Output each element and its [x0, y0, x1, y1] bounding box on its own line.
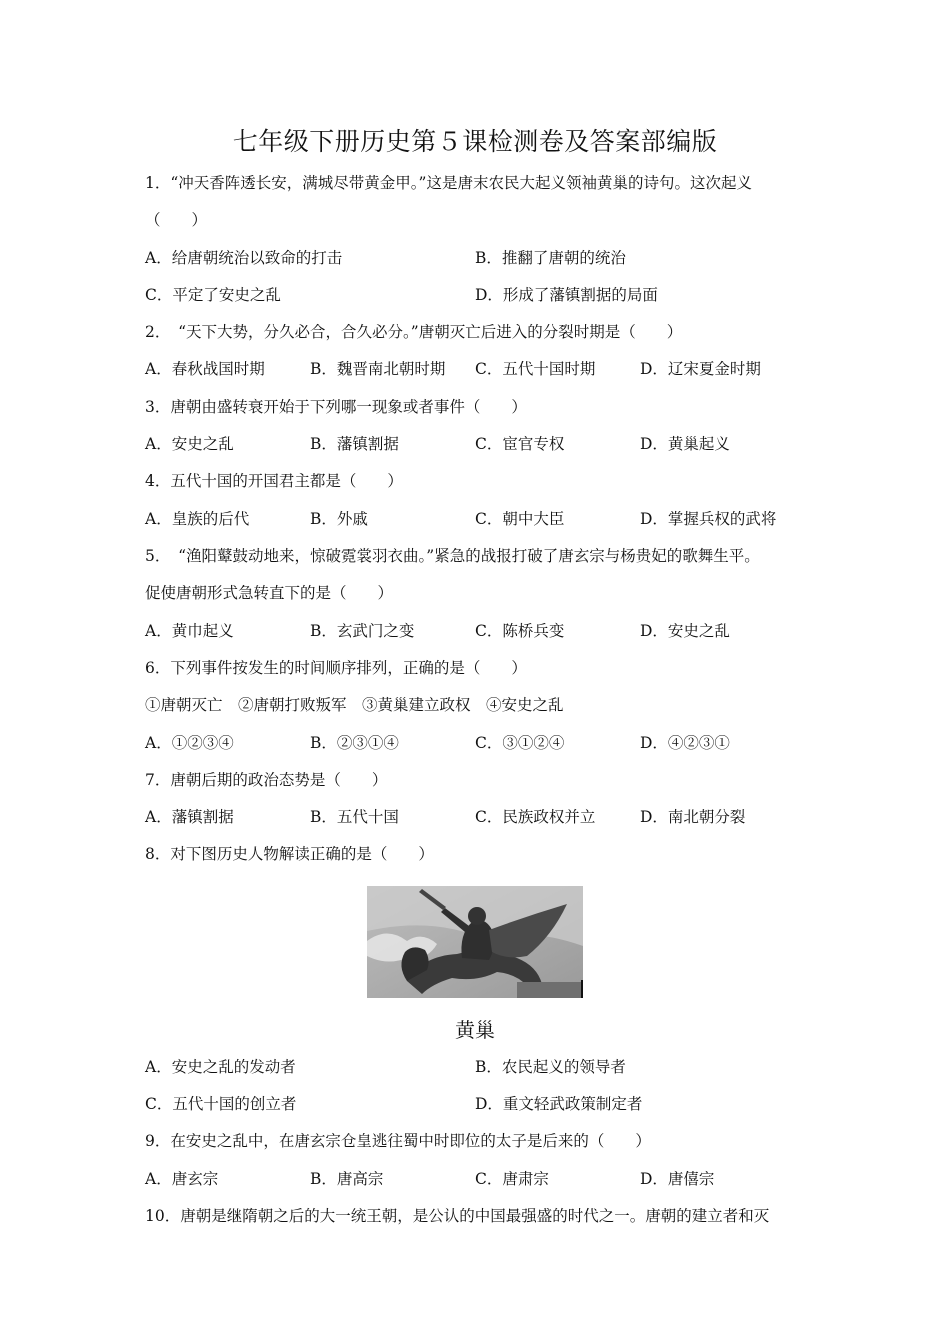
q1-option-d: D．形成了藩镇割据的局面: [475, 286, 658, 304]
q1-stem-line2: （ ）: [145, 211, 208, 229]
q6-option-c: C．③①②④: [475, 734, 565, 752]
q2-stem: 2． “天下大势，分久必合，合久必分。”唐朝灭亡后进入的分裂时期是（ ）: [145, 323, 683, 341]
q9-option-d: D．唐僖宗: [640, 1170, 715, 1188]
q6-option-d: D．④②③①: [640, 734, 730, 752]
q2-option-c: C．五代十国时期: [475, 360, 596, 378]
q3-option-d: D．黄巢起义: [640, 435, 730, 453]
q8-stem: 8．对下图历史人物解读正确的是（ ）: [145, 845, 434, 863]
q9-option-a: A．唐玄宗: [145, 1170, 219, 1188]
q4-option-a: A．皇族的后代: [145, 510, 250, 528]
q2-option-a: A．春秋战国时期: [145, 360, 265, 378]
q7-option-c: C．民族政权并立: [475, 808, 596, 826]
q8-option-c: C．五代十国的创立者: [145, 1095, 297, 1113]
q7-option-a: A．藩镇割据: [145, 808, 234, 826]
q7-option-b: B．五代十国: [310, 808, 399, 826]
q5-option-b: B．玄武门之变: [310, 622, 415, 640]
q5-option-d: D．安史之乱: [640, 622, 730, 640]
q10-stem: 10．唐朝是继隋朝之后的大一统王朝，是公认的中国最强盛的时代之一。唐朝的建立者和灭: [145, 1207, 770, 1225]
q5-stem-line1: 5． “渔阳鼙鼓动地来，惊破霓裳羽衣曲。”紧急的战报打破了唐玄宗与杨贵妃的歌舞生平。: [145, 547, 760, 565]
page-title: 七年级下册历史第５课检测卷及答案部编版: [232, 127, 718, 156]
q7-option-d: D．南北朝分裂: [640, 808, 746, 826]
q6-option-b: B．②③①④: [310, 734, 399, 752]
q3-option-a: A．安史之乱: [145, 435, 234, 453]
q3-stem: 3．唐朝由盛转衰开始于下列哪一现象或者事件（ ）: [145, 398, 527, 416]
q4-option-d: D．掌握兵权的武将: [640, 510, 777, 528]
q6-option-a: A．①②③④: [145, 734, 234, 752]
q1-option-a: A．给唐朝统治以致命的打击: [145, 249, 343, 267]
q9-option-b: B．唐高宗: [310, 1170, 384, 1188]
q8-option-a: A．安史之乱的发动者: [145, 1058, 296, 1076]
q5-option-a: A．黄巾起义: [145, 622, 234, 640]
q8-option-d: D．重文轻武政策制定者: [475, 1095, 643, 1113]
q2-option-d: D．辽宋夏金时期: [640, 360, 761, 378]
q1-option-c: C．平定了安史之乱: [145, 286, 281, 304]
q9-stem: 9．在安史之乱中，在唐玄宗仓皇逃往蜀中时即位的太子是后来的（ ）: [145, 1132, 651, 1150]
q3-option-c: C．宦官专权: [475, 435, 565, 453]
q1-option-b: B．推翻了唐朝的统治: [475, 249, 626, 267]
q4-stem: 4．五代十国的开国君主都是（ ）: [145, 472, 403, 490]
q5-option-c: C．陈桥兵变: [475, 622, 565, 640]
q1-stem-line1: 1．“冲天香阵透长安，满城尽带黄金甲。”这是唐末农民大起义领袖黄巢的诗句。这次起义: [145, 174, 752, 192]
q9-option-c: C．唐肃宗: [475, 1170, 549, 1188]
q6-stem-line1: 6．下列事件按发生的时间顺序排列，正确的是（ ）: [145, 659, 527, 677]
q3-option-b: B．藩镇割据: [310, 435, 399, 453]
q2-option-b: B．魏晋南北朝时期: [310, 360, 446, 378]
q4-option-b: B．外戚: [310, 510, 368, 528]
q8-option-b: B．农民起义的领导者: [475, 1058, 626, 1076]
q7-stem: 7．唐朝后期的政治态势是（ ）: [145, 771, 388, 789]
q6-stem-line2: ①唐朝灭亡 ②唐朝打败叛军 ③黄巢建立政权 ④安史之乱: [145, 696, 564, 714]
q4-option-c: C．朝中大臣: [475, 510, 565, 528]
figure-caption: 黄巢: [455, 1018, 495, 1042]
q5-stem-line2: 促使唐朝形式急转直下的是（ ）: [145, 584, 394, 602]
statue-image: [367, 886, 583, 998]
